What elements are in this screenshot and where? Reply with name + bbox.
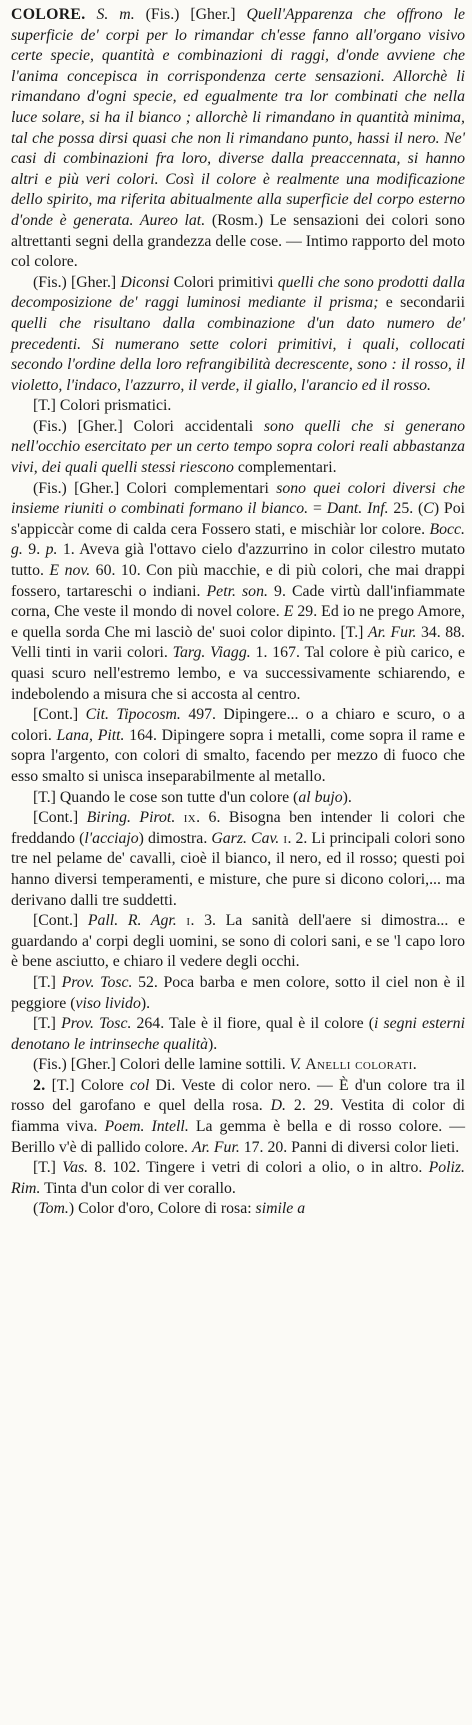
text-run: (Rosm.) Le sensazioni dei colori sono altrettanti segni della grandezza delle cose. — Intimo rapporto del moto col colore. (11, 211, 465, 271)
text-run: Di. Veste di color nero. — È d'un colore tra il rosso del garofano e quel della rosa. (11, 1076, 465, 1115)
italic-text: Tom. (38, 1200, 69, 1218)
entry-paragraph (11, 1158, 465, 1199)
text-run: 8. 102. Tingere i vetri di colori a olio, o in altro. (88, 1159, 429, 1177)
text-run: 9. (22, 541, 46, 559)
italic-text: quelli che sono prodotti dalla decomposizione de' raggi luminosi mediante il prisma; (11, 273, 465, 312)
text-run: . 6. Bisogna ben intender li colori che freddando ( (11, 809, 465, 847)
italic-text: Cit. Tipocosm. (85, 706, 181, 724)
text-run: 52. Poca barba e men colore, sotto il ciel non è il peggiore ( (11, 973, 465, 1012)
text-run: [T.] Quando le cose son tutte d'un colore ( (33, 788, 299, 806)
italic-text: Lana, Pitt. (56, 726, 125, 744)
text-run: [T.] Colori prismatici. (33, 397, 172, 415)
text-run: ( (33, 1200, 39, 1218)
italic-text: Biring. Pirot. (86, 809, 176, 827)
entry-paragraph (11, 705, 465, 787)
entry-paragraph (11, 479, 465, 706)
text-run: 1. 167. Tal colore è più carico, e quasi scuro nell'estremo lembo, e va successivamente schiarendo, e indebolendo a misura che si accosta al centro. (11, 644, 465, 703)
italic-text: E nov. (49, 562, 91, 580)
text-run: ). (208, 1035, 218, 1053)
text-run: 9. Cade virtù dall'infiammate corna, Che veste il mondo di novel colore. (11, 582, 465, 621)
headword: 2. (33, 1076, 46, 1094)
text-run: ) dimostra. (138, 829, 212, 847)
italic-text: Petr. son. (206, 582, 268, 600)
italic-text: al bujo (298, 788, 343, 806)
text-run: . 2. Li principali colori sono tre nel pelame de' cavalli, cioè il bianco, il nero, ed il rosso; questi poi hanno diversi temperamenti, e misture, che pure si dicono colori,... ma derivano dalli tre suddetti. (11, 829, 466, 909)
italic-text: p. (45, 541, 58, 559)
text-run: 497. Dipingere... o a chiaro e scuro, o a colori. (11, 706, 465, 744)
text-run: i (186, 912, 191, 930)
text-run: 264. Tale è il fiore, qual è il colore ( (131, 1015, 375, 1033)
text-run: ). (342, 788, 352, 806)
text-run: Colori primitivi (169, 273, 278, 291)
entry-paragraph (11, 417, 465, 479)
entry-paragraph (11, 1055, 465, 1076)
italic-text: l'acciajo (84, 829, 139, 847)
text-run: ) Poi s'appiccàr come di calda cera Fossero stati, e mischiàr lor colore. (11, 500, 465, 538)
italic-text: Prov. Tosc. (61, 973, 133, 991)
text-run (177, 912, 187, 929)
italic-text: Ar. Fur. (191, 1138, 240, 1156)
italic-text: Targ. Viagg. (172, 644, 251, 662)
text-run: [Cont.] (33, 809, 87, 827)
text-run: e secondarii (378, 294, 465, 312)
italic-text: D. (270, 1097, 286, 1115)
text-run: complementari. (233, 459, 337, 477)
italic-text: Quell'Apparenza che offrono le superficie de' corpi per lo rimandar ch'esse fanno all'organo visivo certe specie, quantità e combinazioni di raggi, d'onde avviene che l'anima concepisca in corrispondenza certe sensazioni. Allorchè li rimandano d'ogni specie, ed egualmente tra lor combinati che nella luce solare, si ha il bianco ; allorchè li rimandano in quantità minima, tal che possa dirsi quasi che non li rimandano punto, hassi il nero. Ne' casi di combinazioni fra loro, diverse dalla preaccennata, si hanno altri e più veri colori. Così il colore è realmente una modificazione dello spirito, ma riferita abitualmente alla superficie del corpo esterno d'onde è generata. Aureo lat. (11, 6, 465, 229)
text-run: ix (183, 809, 197, 827)
headword: COLORE. (11, 6, 86, 23)
text-run: [T.] (33, 1015, 62, 1033)
italic-text: Vas. (62, 1159, 89, 1177)
entry-paragraph (11, 788, 465, 809)
italic-text: sono quelli che si generano nell'occhio esercitato per un certo tempo sopra colori reali abbastanza vivi, dei quali quelli stessi riescono (11, 417, 465, 477)
text-run: (Fis.) [Gher.] (134, 6, 247, 23)
italic-text: C (423, 500, 434, 518)
entry-paragraph (11, 1199, 465, 1220)
text-run: [T.] (33, 973, 62, 991)
italic-text: Poliz. Rim. (11, 1159, 465, 1197)
italic-text: i segni esterni denotano le intrinseche qualità (11, 1015, 465, 1053)
entry-paragraph (11, 1014, 465, 1055)
italic-text: S. m. (96, 6, 135, 23)
text-run: 60. 10. Con più macchie, e di più colori, che mai drappi fossero, tartareschi o indiani. (11, 562, 466, 600)
italic-text: quelli che risultano dalla combinazione d'un dato numero de' precedenti. Si numerano sette colori primitivi, i quali, collocati secondo l'ordine della loro refrangibilità decrescente, sono : il rosso, il violetto, l'indaco, l'azzurro, il verde, il giallo, l'arancio ed il rosso. (11, 314, 465, 394)
text-run: [Cont.] (33, 706, 86, 724)
text-run: 25. ( (388, 500, 424, 518)
text-run (175, 809, 183, 826)
text-run: Anelli colorati (305, 1056, 413, 1074)
italic-text: Dant. Inf. (326, 500, 389, 518)
entry-definition (11, 5, 465, 273)
italic-text: Pall. R. Agr. (87, 912, 177, 930)
italic-text: V. (289, 1056, 302, 1074)
italic-text: col (130, 1076, 150, 1094)
text-run: [T.] Colore (45, 1076, 131, 1094)
text-run: ). (140, 994, 151, 1012)
entry-paragraph (11, 396, 465, 417)
text-run: . (412, 1056, 417, 1074)
text-run: 164. Dipingere sopra i metalli, come sopra il rame e sopra l'argento, con colori di smalto, facendo per mezzo di fuoco che esso smalto si unisca inseparabilmente al metallo. (11, 726, 465, 785)
text-run: La gemma è bella e di rosso colore. — Berillo v'è di pallido colore. (11, 1118, 466, 1156)
italic-text: Diconsi (120, 273, 170, 291)
entry-paragraph (11, 808, 465, 911)
italic-text: Bocc. g. (11, 520, 465, 559)
text-run: i (283, 829, 288, 847)
italic-text: sono quei colori diversi che insieme riuniti o combinati formano il bianco. (11, 479, 465, 518)
text-run: = (308, 500, 327, 518)
text-run: 1. Aveva già l'ottavo cielo d'azzurrino in color cilestro mutato tutto. (11, 541, 465, 580)
entry-paragraph (11, 1076, 465, 1158)
entry-paragraph (11, 973, 465, 1014)
text-run: Tinta d'un color di ver corallo. (40, 1179, 236, 1197)
text-run: 17. 20. Panni di diversi color lieti. (239, 1138, 460, 1156)
text-run: (Fis.) [Gher.] Colori complementari (33, 479, 277, 497)
italic-text: Prov. Tosc. (61, 1015, 132, 1033)
text-run: (Fis.) [Gher.] (33, 273, 121, 291)
text-run: 2. 29. Vestita di color di fiamma viva. (11, 1097, 465, 1136)
entry-paragraph (11, 273, 465, 397)
text-run: ) Color d'oro, Colore di rosa: (68, 1200, 256, 1218)
text-run: (Fis.) [Gher.] Colori delle lamine sottili. (33, 1056, 290, 1074)
italic-text: Garz. Cav. (211, 829, 280, 847)
text-run: 34. 88. Velli tinti in varii colori. (11, 623, 465, 662)
text-run: . 3. La sanità dell'aere si dimostra... e guardando a' corpi degli uomini, se sono di colori sani, e se 'l capo loro è bene asciutto, e chiaro il vedere degli occhi. (11, 912, 465, 971)
italic-text: Ar. Fur. (367, 623, 417, 641)
text-run: [T.] (33, 1159, 63, 1177)
text-run: [Cont.] (33, 912, 88, 930)
text-run: 29. Ed io ne prego Amore, e quella sorda Che mi lasciò de' suoi color dipinto. [T.] (11, 603, 465, 641)
text-run (86, 6, 97, 23)
italic-text: Poem. Intell. (104, 1118, 189, 1136)
italic-text: simile a (255, 1200, 306, 1218)
italic-text: E (283, 603, 294, 621)
italic-text: viso livido (75, 994, 141, 1012)
text-run: (Fis.) [Gher.] Colori accidentali (33, 417, 264, 435)
entry-paragraph (11, 911, 465, 973)
